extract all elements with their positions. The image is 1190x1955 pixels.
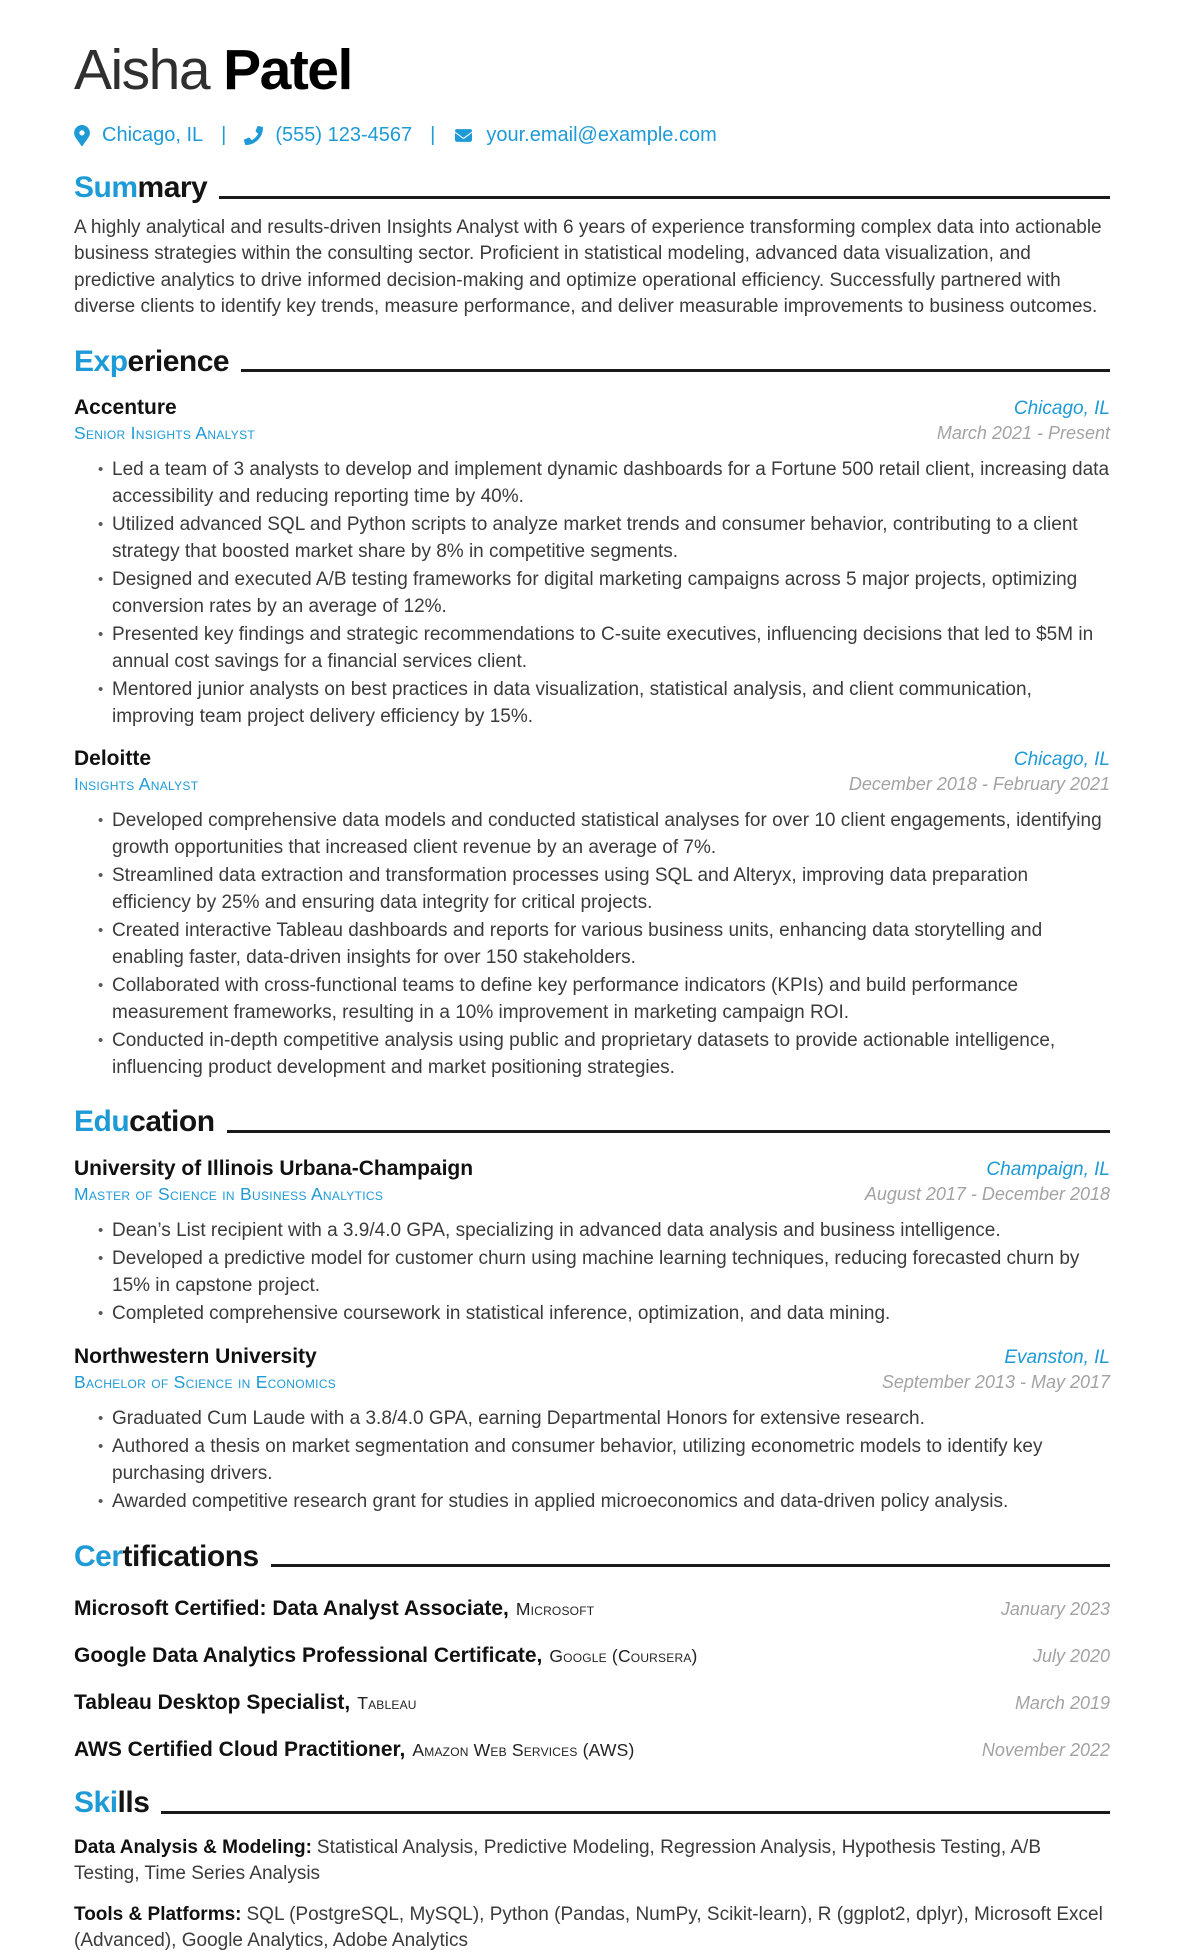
- heading-accent: Ski: [74, 1786, 118, 1819]
- heading-rest: cation: [129, 1105, 215, 1138]
- bullet-item: • Awarded competitive research grant for studies in applied microeconomics and data-driven policy analysis.: [112, 1489, 1110, 1516]
- certification-row: [74, 1597, 1110, 1621]
- bullet-item: • Collaborated with cross-functional teams to define key performance indicators (KPIs) and build performance measurement frameworks, resulting in a 10% improvement in marketing campaign ROI.: [112, 973, 1110, 1026]
- phone-icon: [244, 126, 263, 145]
- summary-heading: [74, 171, 1110, 206]
- bullet-item: • Mentored junior analysts on best practices in data visualization, statistical analysis, and client communication, improving team project delivery efficiency by 15%.: [112, 677, 1110, 730]
- bullet-item: • Presented key findings and strategic recommendations to C-suite executives, influencing decisions that led to $5M in annual cost savings for a financial services client.: [112, 622, 1110, 675]
- bullet-item: • Dean’s List recipient with a 3.9/4.0 GPA, specializing in advanced data analysis and business intelligence.: [112, 1218, 1110, 1245]
- bullet-item: • Conducted in-depth competitive analysis using public and proprietary datasets to provide actionable intelligence, influencing product development and market positioning strategies.: [112, 1028, 1110, 1081]
- certification-date: January 2023: [1000, 1599, 1110, 1619]
- entry-dates: March 2021 - Present: [936, 423, 1110, 443]
- section-certifications: [74, 1540, 1110, 1763]
- education-entry: [74, 1157, 1110, 1328]
- skill-line: [74, 1902, 1110, 1955]
- bullet-item: • Created interactive Tableau dashboards and reports for various business units, enhancing data storytelling and enabling faster, data-driven insights for over 150 stakeholders.: [112, 918, 1110, 971]
- bullet-list: [74, 457, 1110, 730]
- last-name: Patel: [223, 38, 352, 102]
- bullet-item: • Developed a predictive model for customer churn using machine learning techniques, reducing forecasted churn by 15% in capstone project.: [112, 1246, 1110, 1299]
- job-title: Insights Analyst: [74, 774, 199, 794]
- contact-separator: |: [430, 124, 436, 146]
- heading-accent: Sum: [74, 171, 138, 204]
- heading-rule: [241, 369, 1110, 372]
- section-experience: [74, 345, 1110, 1082]
- bullet-item: • Authored a thesis on market segmentation and consumer behavior, utilizing econometric models to identify key purchasing drivers.: [112, 1434, 1110, 1487]
- experience-entry: [74, 396, 1110, 730]
- location-pin-icon: [74, 125, 90, 146]
- skill-category-label: Data Analysis & Modeling:: [74, 1836, 312, 1858]
- certification-date: July 2020: [1032, 1646, 1110, 1666]
- entry-dates: December 2018 - February 2021: [848, 774, 1110, 794]
- entry-location: Chicago, IL: [1013, 398, 1110, 419]
- company-name: Deloitte: [74, 747, 152, 770]
- section-skills: [74, 1786, 1110, 1955]
- heading-accent: Cer: [74, 1539, 123, 1573]
- heading-rest: tifications: [122, 1539, 259, 1573]
- skills-heading: [74, 1786, 1110, 1821]
- certification-row: [74, 1644, 1110, 1668]
- heading-rule: [161, 1811, 1110, 1814]
- entry-location: Champaign, IL: [986, 1158, 1110, 1180]
- experience-entry: [74, 747, 1110, 1081]
- certification-date: March 2019: [1014, 1693, 1110, 1713]
- school-name: Northwestern University: [74, 1344, 317, 1368]
- contact-separator: |: [221, 124, 227, 146]
- skill-list: SQL (PostgreSQL, MySQL), Python (Pandas, NumPy, Scikit-learn), R (ggplot2, dplyr), Microsoft Excel (Advanced), Google Analytics, Adobe Analytics: [74, 1903, 1103, 1951]
- certification-date: November 2022: [981, 1740, 1110, 1760]
- certifications-heading: [74, 1540, 1110, 1575]
- skill-line: [74, 1835, 1110, 1888]
- first-name: Aisha: [74, 38, 210, 102]
- summary-text: A highly analytical and results-driven Insights Analyst with 6 years of experience transforming complex data into actionable business strategies within the consulting sector. Proficient in statistical modeling, advanced data visualization, and predictive analytics to drive informed decision-making and optimize operational efficiency. Successfully partnered with diverse clients to identify key trends, measure performance, and deliver measurable improvements to business outcomes.: [74, 216, 1102, 317]
- bullet-list: [74, 1218, 1110, 1328]
- experience-heading: [74, 345, 1110, 380]
- contact-email: your.email@example.com: [486, 124, 717, 146]
- education-heading: [74, 1105, 1110, 1140]
- certification-name: Tableau Desktop Specialist,: [74, 1691, 351, 1714]
- contact-bar: [74, 124, 1110, 147]
- certification-name: Google Data Analytics Professional Certificate,: [74, 1644, 543, 1667]
- bullet-item: • Developed comprehensive data models and conducted statistical analyses for over 10 client engagements, identifying growth opportunities that increased client revenue by an average of 7%.: [112, 808, 1110, 861]
- company-name: Accenture: [74, 396, 177, 419]
- entry-location: Chicago, IL: [1013, 749, 1110, 770]
- heading-rule: [219, 196, 1110, 199]
- skill-list: Statistical Analysis, Predictive Modeling, Regression Analysis, Hypothesis Testing, A/B Testing, Time Series Analysis: [74, 1836, 1041, 1884]
- job-title: Senior Insights Analyst: [74, 423, 255, 443]
- bullet-item: • Led a team of 3 analysts to develop and implement dynamic dashboards for a Fortune 500 retail client, increasing data accessibility and reducing reporting time by 40%.: [112, 457, 1110, 510]
- certification-issuer: Tableau: [357, 1693, 417, 1713]
- certification-issuer: Google (Coursera): [549, 1646, 698, 1666]
- heading-rest: mary: [137, 171, 208, 204]
- contact-location: Chicago, IL: [102, 124, 204, 146]
- degree-title: Bachelor of Science in Economics: [74, 1371, 337, 1392]
- heading-rest: lls: [117, 1786, 150, 1819]
- school-name: University of Illinois Urbana-Champaign: [74, 1156, 474, 1180]
- degree-title: Master of Science in Business Analytics: [74, 1183, 384, 1204]
- contact-phone: (555) 123-4567: [275, 124, 413, 146]
- certification-row: [74, 1738, 1110, 1762]
- skill-category-label: Tools & Platforms:: [74, 1903, 242, 1925]
- bullet-item: • Completed comprehensive coursework in statistical inference, optimization, and data mining.: [112, 1301, 1110, 1328]
- bullet-item: • Streamlined data extraction and transformation processes using SQL and Alteryx, improving data preparation efficiency by 25% and ensuring data integrity for critical projects.: [112, 863, 1110, 916]
- heading-rest: erience: [127, 344, 230, 378]
- bullet-list: [74, 808, 1110, 1081]
- bullet-item: • Designed and executed A/B testing frameworks for digital marketing campaigns across 5 major projects, optimizing conversion rates by an average of 12%.: [112, 567, 1110, 620]
- certification-row: [74, 1691, 1110, 1715]
- bullet-item: • Graduated Cum Laude with a 3.8/4.0 GPA, earning Departmental Honors for extensive research.: [112, 1406, 1110, 1433]
- certification-issuer: Amazon Web Services (AWS): [412, 1740, 635, 1760]
- entry-dates: September 2013 - May 2017: [881, 1371, 1110, 1392]
- bullet-item: • Utilized advanced SQL and Python scripts to analyze market trends and consumer behavior, contributing to a client strategy that boosted market share by 8% in competitive segments.: [112, 512, 1110, 565]
- heading-rule: [227, 1130, 1110, 1133]
- education-entry: [74, 1345, 1110, 1516]
- certification-name: AWS Certified Cloud Practitioner,: [74, 1738, 406, 1761]
- heading-accent: Edu: [74, 1105, 130, 1138]
- entry-location: Evanston, IL: [1004, 1346, 1110, 1368]
- section-summary: [74, 171, 1110, 321]
- section-education: [74, 1105, 1110, 1516]
- bullet-list: [74, 1406, 1110, 1516]
- heading-accent: Exp: [74, 344, 128, 378]
- certification-name: Microsoft Certified: Data Analyst Associate,: [74, 1597, 509, 1620]
- envelope-icon: [453, 127, 474, 144]
- certification-issuer: Microsoft: [515, 1599, 595, 1619]
- candidate-name: [74, 38, 1110, 102]
- entry-dates: August 2017 - December 2018: [864, 1183, 1110, 1204]
- heading-rule: [271, 1564, 1110, 1567]
